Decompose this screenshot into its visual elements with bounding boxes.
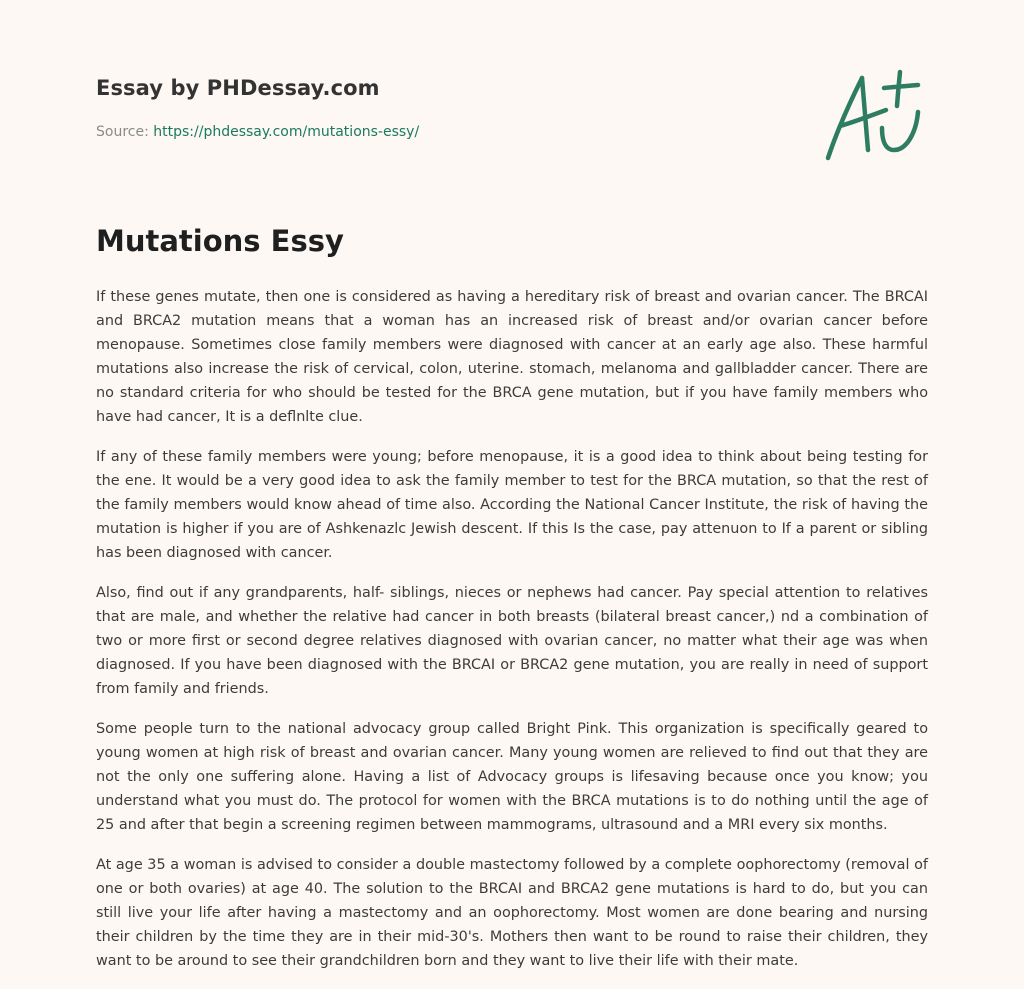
- essay-paragraph: Some people turn to the national advocacy group called Bright Pink. This organization is specifically geared to young women at high risk of breast and ovarian cancer. Many young women are relieved to find out that they are not the only one suffering alone. Having a list of Advocacy groups is lifesaving because once you know; you understand what you must do. The protocol for women with the BRCA mutations is to do nothing until the age of 25 and after that begin a screening regimen between mammograms, ultrasound and a MRI every six months.: [96, 721, 928, 833]
- source-line: [96, 124, 419, 140]
- essay-paragraph: If these genes mutate, then one is considered as having a hereditary risk of breast and ovarian cancer. The BRCAI and BRCA2 mutation means that a woman has an increased risk of breast and/or ovarian cancer before menopause. Sometimes close family members were diagnosed with cancer at an early age also. These harmful mutations also increase the risk of cervical, colon, uterine. stomach, melanoma and gallbladder cancer. There are no standard criteria for who should be tested for the BRCA gene mutation, but if you have family members who have had cancer, It is a deflnlte clue.: [96, 289, 928, 425]
- site-title: Essay by PHDessay.com: [96, 76, 380, 100]
- a-plus-logo-icon: [820, 68, 930, 164]
- essay-paragraph: Also, find out if any grandparents, half- siblings, nieces or nephews had cancer. Pay special attention to relatives that are male, and whether the relative had cancer in both breasts (bilateral breast cancer,) nd a combination of two or more first or second degree relatives diagnosed with ovarian cancer, no matter what their age was when diagnosed. If you have been diagnosed with the BRCAI or BRCA2 gene mutation, you are really in need of support from family and friends.: [96, 585, 928, 697]
- essay-body: [96, 285, 928, 989]
- essay-paragraph: At age 35 a woman is advised to consider a double mastectomy followed by a complete oophorectomy (removal of one or both ovaries) at age 40. The solution to the BRCAI and BRCA2 gene mutations is hard to do, but you can still live your life after having a mastectomy and an oophorectomy. Most women are done bearing and nursing their children by the time they are in their mid-30's. Mothers then want to be round to raise their children, they want to be around to see their grandchildren born and they want to live their life with their mate.: [96, 857, 928, 969]
- source-link[interactable]: https://phdessay.com/mutations-essy/: [153, 124, 420, 140]
- essay-paragraph: If any of these family members were young; before menopause, it is a good idea to think about being testing for the ene. It would be a very good idea to ask the family member to test for the BRCA mutation, so that the rest of the family members would know ahead of time also. According the National Cancer Institute, the risk of having the mutation is higher if you are of Ashkenazlc Jewish descent. If this Is the case, pay attenuon to If a parent or sibling has been diagnosed with cancer.: [96, 449, 928, 561]
- source-label: Source:: [96, 124, 154, 140]
- essay-title: Mutations Essy: [96, 224, 344, 258]
